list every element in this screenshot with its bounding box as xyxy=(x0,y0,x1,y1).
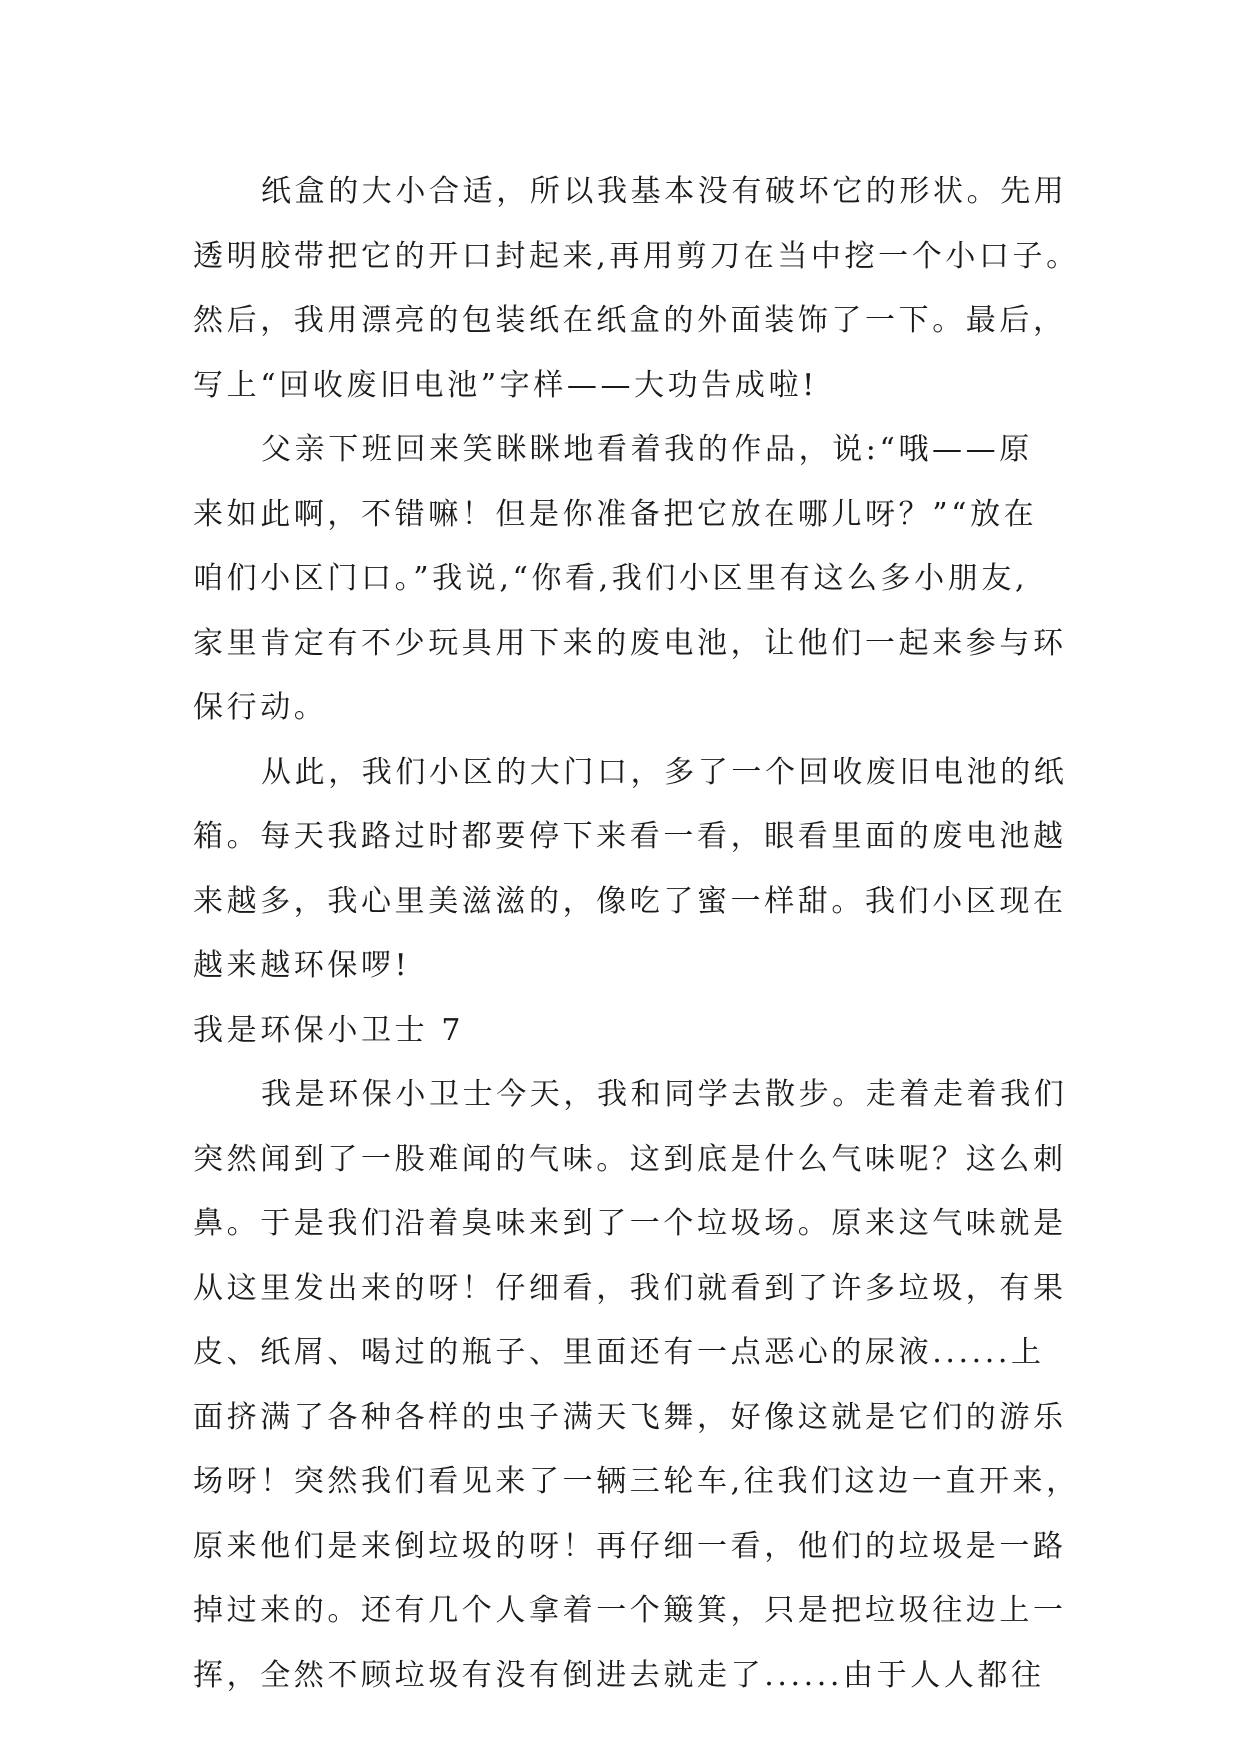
paragraph-line: 越来越环保啰! xyxy=(193,948,411,983)
paragraph-line: 突然闻到了一股难闻的气味。这到底是什么气味呢？这么刺 xyxy=(193,1141,1067,1177)
paragraph-line: 掉过来的。还有几个人拿着一个簸箕，只是把垃圾往边上一 xyxy=(193,1593,1067,1628)
paragraph-line: 来越多，我心里美滋滋的，像吃了蜜一样甜。我们小区现在 xyxy=(193,883,1067,919)
paragraph-line: 然后，我用漂亮的包装纸在纸盒的外面装饰了一下。最后， xyxy=(193,303,1067,338)
paragraph-line: 写上“回收废旧电池”字样——大功告成啦! xyxy=(193,367,818,403)
document-body xyxy=(193,160,1080,1708)
paragraph-line: 原来他们是来倒垃圾的呀！再仔细一看，他们的垃圾是一路 xyxy=(193,1528,1067,1564)
paragraph-line: 场呀！突然我们看见来了一辆三轮车,往我们这边一直开来， xyxy=(193,1464,1080,1499)
paragraph-line: 从这里发出来的呀！仔细看，我们就看到了许多垃圾，有果 xyxy=(193,1270,1067,1306)
paragraph-line: 鼻。于是我们沿着臭味来到了一个垃圾场。原来这气味就是 xyxy=(193,1206,1067,1241)
paragraph-line: 皮、纸屑、喝过的瓶子、里面还有一点恶心的尿液......上 xyxy=(193,1335,1045,1370)
section-heading: 我是环保小卫士 7 xyxy=(193,1012,465,1048)
paragraph-line: 咱们小区门口。”我说,“你看,我们小区里有这么多小朋友, xyxy=(193,561,1029,596)
paragraph-line: 箱。每天我路过时都要停下来看一看，眼看里面的废电池越 xyxy=(193,819,1067,854)
paragraph-line: 父亲下班回来笑眯眯地看着我的作品，说:“哦——原 xyxy=(261,432,1033,467)
paragraph-line: 家里肯定有不少玩具用下来的废电池，让他们一起来参与环 xyxy=(193,625,1067,661)
paragraph-line: 从此，我们小区的大门口，多了一个回收废旧电池的纸 xyxy=(261,754,1068,790)
paragraph-line: 挥，全然不顾垃圾有没有倒进去就走了......由于人人都往 xyxy=(193,1657,1045,1693)
paragraph-line: 来如此啊，不错嘛！但是你准备把它放在哪儿呀？”“放在 xyxy=(193,496,1038,532)
paragraph-line: 保行动。 xyxy=(193,690,328,725)
paragraph-line: 纸盒的大小合适，所以我基本没有破坏它的形状。先用 xyxy=(261,174,1068,209)
paragraph-line: 我是环保小卫士今天，我和同学去散步。走着走着我们 xyxy=(261,1077,1068,1112)
paragraph-line: 透明胶带把它的开口封起来,再用剪刀在当中挖一个小口子。 xyxy=(193,238,1080,274)
paragraph-line: 面挤满了各种各样的虫子满天飞舞，好像这就是它们的游乐 xyxy=(193,1399,1067,1435)
